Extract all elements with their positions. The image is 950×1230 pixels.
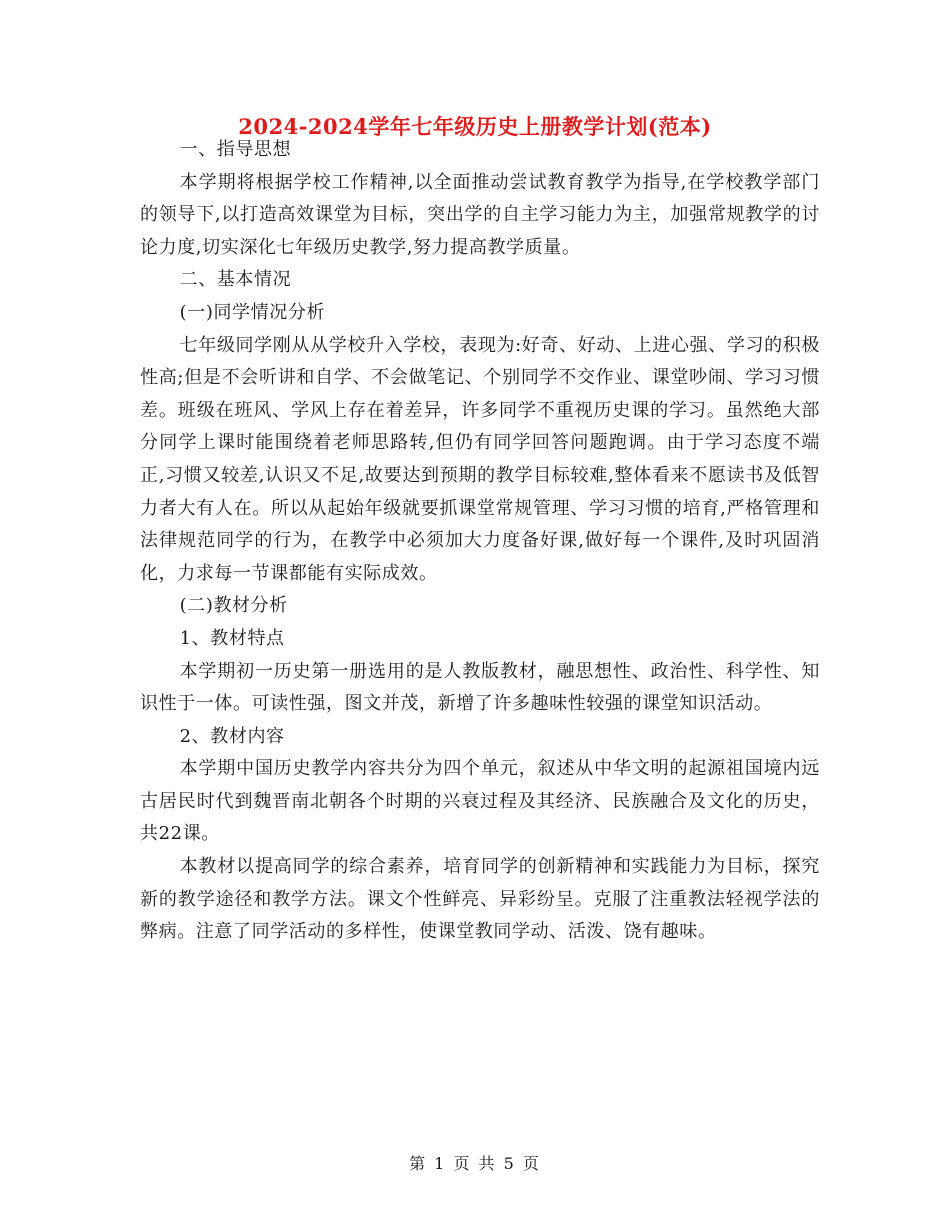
paragraph-student-analysis: 七年级同学刚从从学校升入学校，表现为:好奇、好动、上进心强、学习的积极性高;但是不会听讲和自学、不会做笔记、个别同学不交作业、课堂吵闹、学习习惯差。班级在班风、学风上存在着差异，许多同学不重视历史课的学习。虽然绝大部分同学上课时能围绕着老师思路转,但仍有同学回答问题跑调。由于学习态度不端正,习惯又较差,认识又不足,故要达到预期的教学目标较难,整体看来不愿读书及低智力者大有人在。所以从起始年级就要抓课堂常规管理、学习习惯的培育,严格管理和法律规范同学的行为，在教学中必须加大力度备好课,做好每一个课件,及时巩固消化，力求每一节课都能有实际成效。: [140, 334, 820, 584]
item-heading-textbook-content: 2、教材内容: [179, 725, 285, 747]
paragraph-textbook-goals: 本教材以提高同学的综合素养，培育同学的创新精神和实践能力为目标，探究新的教学途径和教学方法。课文个性鲜亮、异彩纷呈。克服了注重教法轻视学法的弊病。注意了同学活动的多样性，使课堂教同学动、活泼、饶有趣味。: [140, 856, 820, 943]
paragraph-textbook-content: 本学期中国历史教学内容共分为四个单元，叙述从中华文明的起源祖国境内远古居民时代到魏晋南北朝各个时期的兴衰过程及其经济、民族融合及文化的历史，共22课。: [140, 758, 820, 845]
paragraph-textbook-features: 本学期初一历史第一册选用的是人教版教材，融思想性、政治性、科学性、知识性于一体。可读性强，图文并茂，新增了许多趣味性较强的课堂知识活动。: [140, 660, 820, 715]
section-heading-guiding-ideology: 一、指导思想: [179, 139, 292, 160]
subsection-heading-student-analysis: (一)同学情况分析: [179, 301, 326, 323]
paragraph-guiding-ideology: 本学期将根据学校工作精神,以全面推动尝试教育教学为指导,在学校教学部门的领导下,以打造高效课堂为目标，突出学的自主学习能力为主，加强常规教学的讨论力度,切实深化七年级历史教学,努力提高教学质量。: [140, 171, 820, 258]
item-heading-textbook-features: 1、教材特点: [179, 627, 285, 649]
document-title: 2024-2024学年七年级历史上册教学计划(范本): [238, 114, 712, 139]
page-footer: 第 1 页 共 5 页: [409, 1154, 541, 1173]
document-body: [140, 134, 820, 949]
section-heading-basic-situation: 二、基本情况: [179, 269, 292, 291]
subsection-heading-textbook-analysis: (二)教材分析: [179, 595, 288, 617]
